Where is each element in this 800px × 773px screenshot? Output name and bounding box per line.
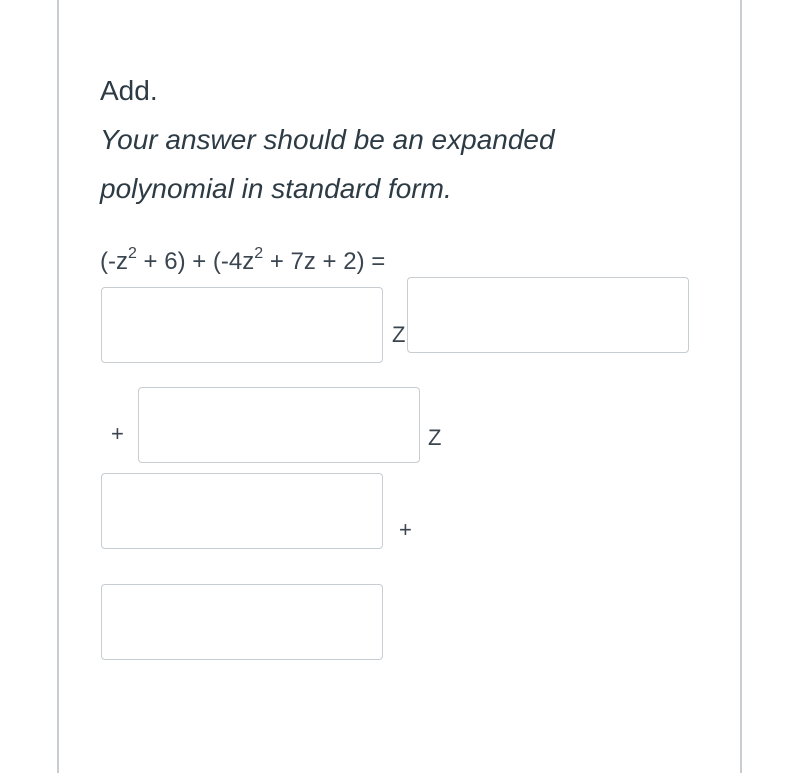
answer-input-3[interactable] (138, 387, 420, 463)
card-left-border (57, 0, 59, 773)
answer-input-2[interactable] (407, 277, 689, 353)
question-title: Add. (100, 75, 158, 106)
equation-part-2: + 6) + (-4z (136, 248, 255, 275)
equation-exponent-1: 2 (127, 245, 137, 262)
equation-part-3: + 7z + 2) = (263, 248, 386, 275)
variable-z-label-1: Z (392, 322, 406, 347)
plus-sign-1: + (111, 421, 124, 446)
answer-input-4[interactable] (101, 473, 383, 549)
instruction-line-1: Your answer should be an expanded (100, 124, 555, 155)
variable-z-label-2: Z (428, 425, 442, 450)
card-right-border (740, 0, 742, 773)
answer-input-1[interactable] (101, 287, 383, 363)
equation-exponent-2: 2 (254, 245, 264, 262)
instruction-line-2: polynomial in standard form. (100, 173, 452, 204)
equation-part-1: (-z (100, 248, 128, 275)
answer-input-5[interactable] (101, 584, 383, 660)
polynomial-equation (100, 244, 385, 280)
plus-sign-2: + (399, 517, 412, 542)
